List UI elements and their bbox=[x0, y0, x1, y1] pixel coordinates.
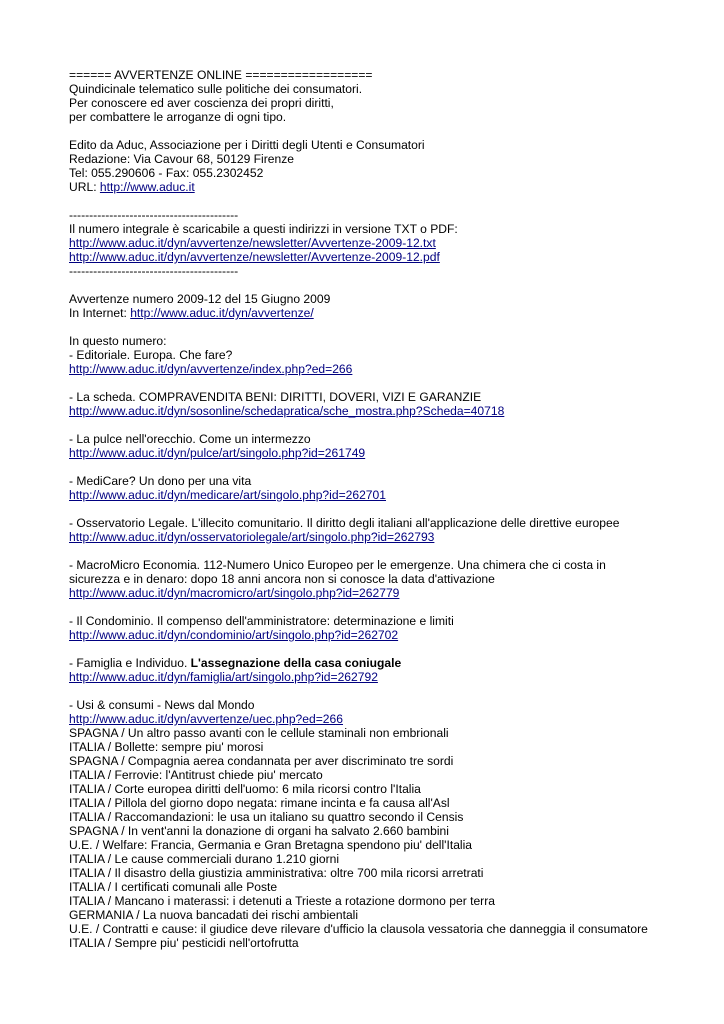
full-text-intro: Il numero integrale è scaricabile a questi indirizzi in versione TXT o PDF: bbox=[69, 222, 458, 236]
news-item: ITALIA / Ferrovie: l'Antitrust chiede piu' mercato bbox=[69, 768, 323, 782]
article-link[interactable]: http://www.aduc.it/dyn/macromicro/art/singolo.php?id=262779 bbox=[69, 586, 400, 600]
news-section-link[interactable]: http://www.aduc.it/dyn/avvertenze/uec.php?ed=266 bbox=[69, 712, 343, 726]
article-link[interactable]: http://www.aduc.it/dyn/avvertenze/index.php?ed=266 bbox=[69, 362, 353, 376]
publisher-address: Redazione: Via Cavour 68, 50129 Firenze bbox=[69, 152, 294, 166]
spacer bbox=[69, 320, 709, 334]
txt-download-link[interactable]: http://www.aduc.it/dyn/avvertenze/newsletter/Avvertenze-2009-12.txt bbox=[69, 236, 436, 250]
news-item: ITALIA / Mancano i materassi: i detenuti a Trieste a rotazione dormono per terra bbox=[69, 894, 495, 908]
news-item: ITALIA / Sempre piu' pesticidi nell'ortofrutta bbox=[69, 936, 299, 950]
separator: ------------------------------------------ bbox=[69, 208, 239, 222]
newsletter-document bbox=[69, 68, 709, 950]
publisher-section bbox=[69, 138, 709, 194]
article-title: - La pulce nell'orecchio. Come un intermezzo bbox=[69, 432, 311, 446]
news-item: ITALIA / Bollette: sempre piu' morosi bbox=[69, 740, 264, 754]
article-link[interactable]: http://www.aduc.it/dyn/sosonline/schedapratica/sche_mostra.php?Scheda=40718 bbox=[69, 404, 505, 418]
url-label: URL: bbox=[69, 180, 100, 194]
news-item: ITALIA / Raccomandazioni: le usa un italiano su quattro secondo il Censis bbox=[69, 810, 464, 824]
article-title: - Osservatorio Legale. L'illecito comunitario. Il diritto degli italiani all'applicazione delle direttive europee bbox=[69, 516, 620, 530]
header-section bbox=[69, 68, 709, 124]
news-item: SPAGNA / In vent'anni la donazione di organi ha salvato 2.660 bambini bbox=[69, 824, 449, 838]
internet-line bbox=[69, 306, 709, 320]
article-title: - Il Condominio. Il compenso dell'amministratore: determinazione e limiti bbox=[69, 614, 454, 628]
publisher-url-line bbox=[69, 180, 709, 194]
banner-title: ====== AVVERTENZE ONLINE ================== bbox=[69, 68, 373, 82]
news-item: ITALIA / Le cause commerciali durano 1.210 giorni bbox=[69, 852, 340, 866]
news-item: U.E. / Contratti e cause: il giudice deve rilevare d'ufficio la clausola vessatoria che danneggia il consumatore bbox=[69, 922, 648, 936]
tagline-line: Per conoscere ed aver coscienza dei propri diritti, bbox=[69, 96, 334, 110]
article-link[interactable]: http://www.aduc.it/dyn/medicare/art/singolo.php?id=262701 bbox=[69, 488, 386, 502]
article-title: - La scheda. COMPRAVENDITA BENI: DIRITTI, DOVERI, VIZI E GARANZIE bbox=[69, 390, 482, 404]
news-item: GERMANIA / La nuova bancadati dei rischi ambientali bbox=[69, 908, 359, 922]
article-title: - Editoriale. Europa. Che fare? bbox=[69, 348, 233, 362]
article-link[interactable]: http://www.aduc.it/dyn/famiglia/art/singolo.php?id=262792 bbox=[69, 670, 378, 684]
pdf-download-link[interactable]: http://www.aduc.it/dyn/avvertenze/newsletter/Avvertenze-2009-12.pdf bbox=[69, 250, 440, 264]
publisher-name: Edito da Aduc, Associazione per i Diritti degli Utenti e Consumatori bbox=[69, 138, 425, 152]
full-text-section bbox=[69, 208, 709, 278]
news-item: ITALIA / Pillola del giorno dopo negata: rimane incinta e fa causa all'Asl bbox=[69, 796, 450, 810]
news-section-title: - Usi & consumi - News dal Mondo bbox=[69, 698, 255, 712]
news-item: ITALIA / Corte europea diritti dell'uomo: 6 mila ricorsi contro l'Italia bbox=[69, 782, 421, 796]
news-item: U.E. / Welfare: Francia, Germania e Gran Bretagna spendono piu' dell'Italia bbox=[69, 838, 473, 852]
issue-section bbox=[69, 292, 709, 320]
famiglia-prefix: - Famiglia e Individuo. bbox=[69, 656, 191, 670]
news-list bbox=[69, 726, 709, 950]
contents-heading: In questo numero: bbox=[69, 334, 167, 348]
spacer bbox=[69, 278, 709, 292]
news-item: ITALIA / Il disastro della giustizia amministrativa: oltre 700 mila ricorsi arretrati bbox=[69, 866, 484, 880]
article-title: - MediCare? Un dono per una vita bbox=[69, 474, 252, 488]
article-link[interactable]: http://www.aduc.it/dyn/osservatoriolegale/art/singolo.php?id=262793 bbox=[69, 530, 435, 544]
spacer bbox=[69, 124, 709, 138]
tagline-line: per combattere le arroganze di ogni tipo. bbox=[69, 110, 287, 124]
news-item: ITALIA / I certificati comunali alle Poste bbox=[69, 880, 278, 894]
news-item: SPAGNA / Un altro passo avanti con le cellule staminali non embrionali bbox=[69, 726, 449, 740]
tagline-line: Quindicinale telematico sulle politiche dei consumatori. bbox=[69, 82, 363, 96]
news-item: SPAGNA / Compagnia aerea condannata per aver discriminato tre sordi bbox=[69, 754, 454, 768]
article-title-famiglia bbox=[69, 656, 709, 670]
issue-internet-link[interactable]: http://www.aduc.it/dyn/avvertenze/ bbox=[130, 306, 314, 320]
spacer bbox=[69, 194, 709, 208]
internet-label: In Internet: bbox=[69, 306, 131, 320]
separator: ------------------------------------------ bbox=[69, 264, 239, 278]
article-title: - MacroMicro Economia. 112-Numero Unico Europeo per le emergenze. Una chimera che ci costa in sicurezza e in denaro: dopo 18 anni ancora non si conosce la data d'attivazione bbox=[69, 558, 606, 586]
publisher-url-link[interactable]: http://www.aduc.it bbox=[99, 180, 195, 194]
issue-number: Avvertenze numero 2009-12 del 15 Giugno 2009 bbox=[69, 292, 331, 306]
publisher-contacts: Tel: 055.290606 - Fax: 055.2302452 bbox=[69, 166, 264, 180]
article-link[interactable]: http://www.aduc.it/dyn/pulce/art/singolo.php?id=261749 bbox=[69, 446, 366, 460]
famiglia-bold-title: L'assegnazione della casa coniugale bbox=[190, 656, 402, 670]
contents-section bbox=[69, 334, 709, 950]
article-link[interactable]: http://www.aduc.it/dyn/condominio/art/singolo.php?id=262702 bbox=[69, 628, 399, 642]
